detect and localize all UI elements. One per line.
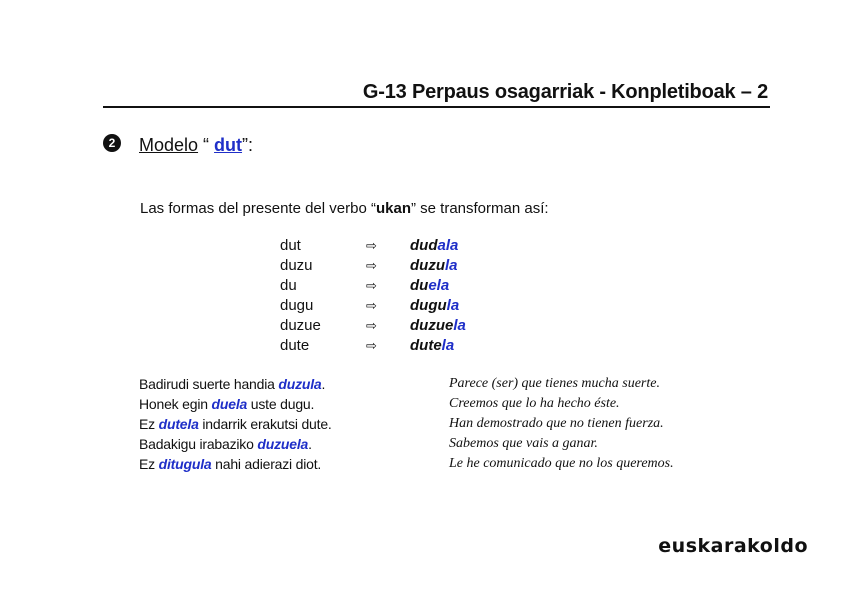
result-stem: dute (410, 337, 442, 354)
example-text: . (321, 376, 326, 392)
verb-form-row (280, 256, 540, 276)
verb-form-row (280, 336, 540, 356)
example-sentence (139, 374, 332, 394)
result-stem: dugu (410, 297, 447, 314)
example-sentence (139, 394, 332, 414)
section-open-quote: “ (198, 135, 215, 155)
verb-form-base: duzue (280, 317, 321, 334)
verb-form-result (410, 256, 458, 276)
verb-form-base: du (280, 277, 297, 294)
intro-after: ” se transforman así: (410, 200, 549, 217)
verb-form-base: duzu (280, 257, 313, 274)
example-text: Honek egin (139, 396, 212, 412)
example-sentence (139, 454, 332, 474)
example-translation: Sabemos que vais a ganar. (449, 436, 598, 451)
result-suffix: la (453, 317, 466, 334)
result-stem: duzu (410, 257, 445, 274)
number-two-circle-icon: 2 (103, 134, 121, 152)
result-suffix: ala (437, 237, 459, 254)
intro-before: Las formas del presente del verbo “ (140, 200, 376, 217)
verb-forms-table (280, 236, 540, 356)
example-keyword: duzuela (257, 436, 309, 452)
example-text: Ez (139, 416, 159, 432)
verb-form-result (410, 276, 449, 296)
example-text: Badirudi suerte handia (139, 376, 279, 392)
verb-form-row (280, 276, 540, 296)
right-arrow-icon: ⇨ (366, 298, 377, 313)
spanish-translations (449, 374, 674, 474)
example-translation: Han demostrado que no tienen fuerza. (449, 416, 664, 431)
right-arrow-icon: ⇨ (366, 258, 377, 273)
verb-form-row (280, 316, 540, 336)
example-sentence (139, 414, 332, 434)
example-keyword: ditugula (158, 456, 212, 472)
example-text: . (308, 436, 312, 452)
example-sentence (139, 434, 332, 454)
example-keyword: dutela (158, 416, 199, 432)
page-title: G-13 Perpaus osagarriak - Konpletiboak – 2 (362, 81, 768, 103)
section-label: Modelo (139, 135, 199, 155)
verb-form-base: dugu (280, 297, 314, 314)
example-text: indarrik erakutsi dute. (198, 416, 332, 432)
result-suffix: ela (428, 277, 450, 294)
verb-form-result (410, 236, 458, 256)
verb-form-result (410, 316, 466, 336)
verb-form-result (410, 336, 454, 356)
verb-form-row (280, 296, 540, 316)
right-arrow-icon: ⇨ (366, 318, 377, 333)
result-suffix: la (445, 257, 458, 274)
brand-logo-text: euskarakoldo (658, 535, 808, 557)
result-suffix: la (441, 337, 455, 354)
basque-examples (139, 374, 332, 474)
example-text: Ez (139, 456, 159, 472)
verb-form-result (410, 296, 459, 316)
right-arrow-icon: ⇨ (366, 338, 377, 353)
section-close-quote: ”: (242, 135, 254, 155)
example-translation: Le he comunicado que no los queremos. (449, 456, 674, 471)
example-translation: Creemos que lo ha hecho éste. (449, 396, 620, 411)
right-arrow-icon: ⇨ (366, 238, 377, 253)
verb-form-base: dut (280, 237, 301, 254)
example-text: Badakigu irabaziko (139, 436, 258, 452)
result-stem: duzue (410, 317, 454, 334)
example-keyword: duzula (278, 376, 322, 392)
verb-form-base: dute (280, 337, 310, 354)
right-arrow-icon: ⇨ (366, 278, 377, 293)
verb-form-row (280, 236, 540, 256)
result-suffix: la (446, 297, 460, 314)
example-translation: Parece (ser) que tienes mucha suerte. (449, 376, 660, 391)
intro-verb: ukan (375, 200, 411, 217)
example-text: uste dugu. (247, 396, 315, 412)
section-heading (139, 135, 253, 156)
intro-sentence (140, 200, 549, 217)
section-keyword: dut (214, 135, 243, 155)
example-keyword: duela (211, 396, 248, 412)
result-stem: du (410, 277, 429, 294)
result-stem: dud (410, 237, 438, 254)
example-text: nahi adierazi diot. (211, 456, 322, 472)
title-divider (103, 106, 770, 108)
